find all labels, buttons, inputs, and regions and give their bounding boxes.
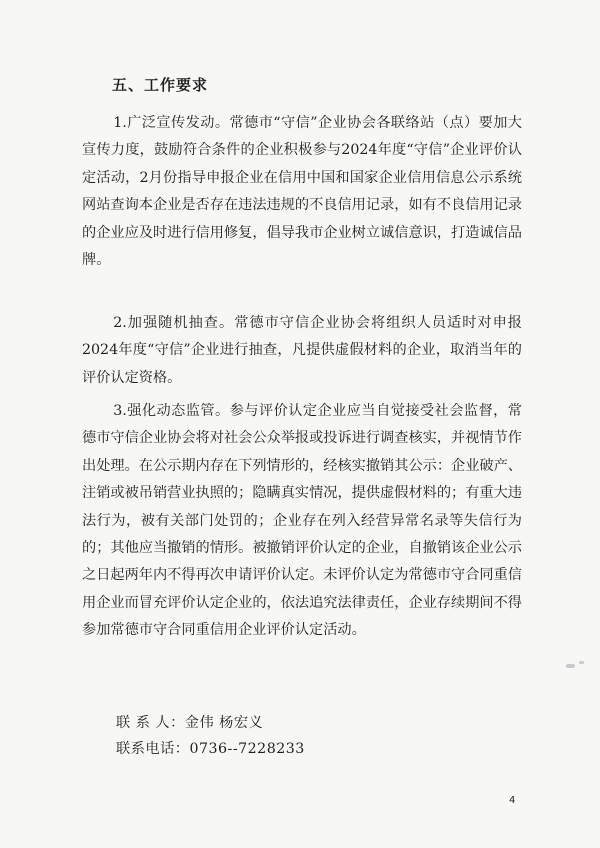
page-number: 4	[509, 795, 516, 806]
contact-phone: 联系电话：0736--7228233	[116, 741, 305, 757]
scan-speck	[579, 661, 584, 664]
contact-person: 联 系 人：金伟 杨宏义	[116, 715, 264, 731]
paragraph-supervision: 3.强化动态监管。参与评价认定企业应当自觉接受社会监督，常德市守信企业协会将对社会公众举报或投诉进行调查核实，并视情节作出处理。在公示期内存在下列情形的，经核实撤销其公示：企业破产、注销或被吊销营业执照的；隐瞒真实情况，提供虚假材料的；有重大违法行为，被有关部门处罚的；企业存在列入经营异常名录等失信行为的；其他应当撤销的情形。被撤销评价认定的企业，自撤销该企业公示之日起两年内不得再次申请评价认定。未评价认定为常德市守合同重信用企业而冒充评价认定企业的，依法追究法律责任，企业存续期间不得参加常德市守合同重信用企业评价认定活动。	[82, 403, 522, 639]
paragraph-publicity: 1.广泛宣传发动。常德市“守信”企业协会各联络站（点）要加大宣传力度，鼓励符合条件的企业积极参与2024年度“守信”企业评价认定活动，2月份指导申报企业在信用中国和国家企业信用信息公示系统网站查询本企业是否存在违法违规的不良信用记录，如有不良信用记录的企业应及时进行信用修复，倡导我市企业树立诚信意识，打造诚信品牌。	[82, 115, 522, 269]
scan-speck	[566, 664, 575, 668]
paragraph-spot-check: 2.加强随机抽查。常德市守信企业协会将组织人员适时对申报2024年度“守信”企业进行抽查，凡提供虚假材料的企业，取消当年的评价认定资格。	[82, 315, 522, 386]
section-heading: 五、工作要求	[112, 76, 209, 94]
